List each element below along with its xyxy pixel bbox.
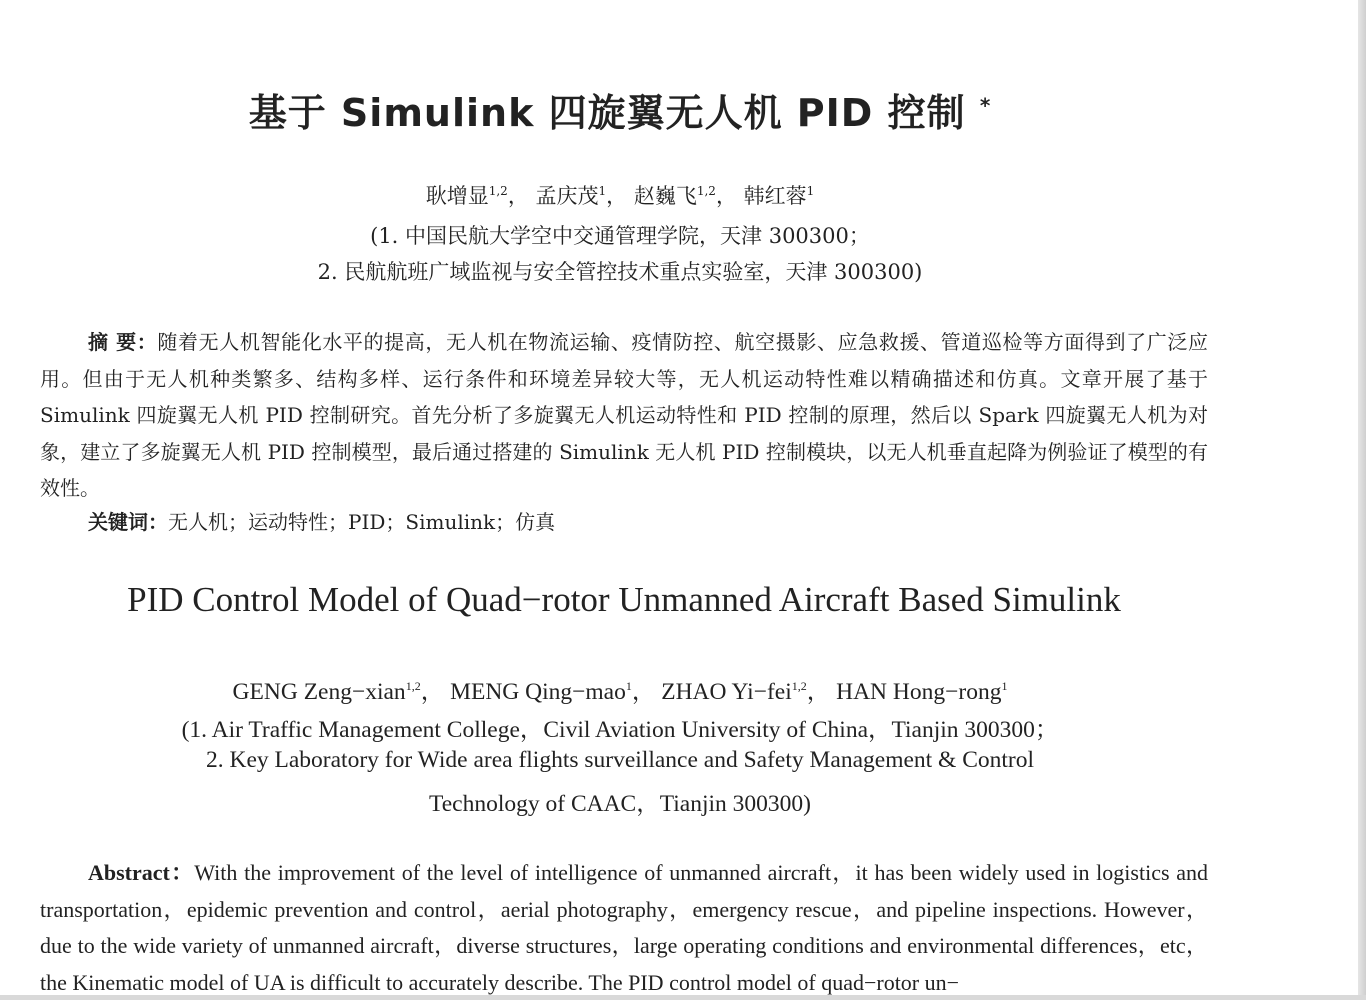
chinese-abstract-text: 随着无人机智能化水平的提高，无人机在物流运输、疫情防控、航空摄影、应急救援、管道巡检等方面得到了广泛应用。但由于无人机种类繁多、结构多样、运行条件和环境差异较大等，无人机运动特性难以精确描述和仿真。文章开展了基于 Simulink 四旋翼无人机 PID 控制研究。首先分析了多旋翼无人机运动特性和 PID 控制的原理，然后以 Spark 四旋翼无人机为对象，建立了多旋翼无人机 PID 控制模型，最后通过搭建的 Simulink 无人机 PID 控制模块，以无人机垂直起降为例验证了模型的有效性。 <box>40 330 1209 501</box>
chinese-keywords-text: 无人机；运动特性；PID；Simulink；仿真 <box>168 510 556 534</box>
author-affil-sup: 1 <box>806 184 815 198</box>
english-abstract <box>40 855 1208 995</box>
author-affil-sup: 1 <box>598 184 607 198</box>
chinese-keywords <box>88 506 555 535</box>
english-authors <box>0 672 1240 706</box>
chinese-authors <box>0 180 1240 210</box>
author-sep: ， <box>420 679 445 705</box>
author-sep: ， <box>715 184 737 208</box>
author-affil-sup: 1 <box>1001 679 1008 694</box>
author-affil-sup: 1,2 <box>696 184 716 198</box>
english-title: PID Control Model of Quad−rotor Unmanned Aircraft Based Simulink <box>127 580 1121 619</box>
english-affiliation-3: Technology of CAAC，Tianjin 300300) <box>429 791 811 817</box>
author-affil-sup: 1,2 <box>488 184 508 198</box>
viewer-scroll-edge <box>1358 0 1366 1000</box>
author-sep: ， <box>806 679 831 705</box>
page-bottom-edge <box>0 995 1366 1000</box>
author-name: GENG Zeng−xian <box>232 679 406 705</box>
chinese-affiliation-2: 2. 民航航班广域监视与安全管控技术重点实验室，天津 300300) <box>317 260 923 284</box>
title-footnote-mark: * <box>979 93 992 118</box>
chinese-abstract-label: 摘 要： <box>88 330 158 354</box>
author-affil-sup: 1,2 <box>791 679 807 694</box>
chinese-title <box>0 82 1240 137</box>
author-sep: ， <box>507 184 529 208</box>
author-affil-sup: 1 <box>625 679 632 694</box>
chinese-abstract <box>40 324 1208 507</box>
english-affiliation-1: (1. Air Traffic Management College，Civil Aviation University of China，Tianjin 300300； <box>181 717 1059 743</box>
author-name: 孟庆茂 <box>535 184 599 208</box>
author-affil-sup: 1,2 <box>405 679 421 694</box>
author-sep: ， <box>631 679 656 705</box>
author-name: 韩红蓉 <box>743 184 807 208</box>
author-name: ZHAO Yi−fei <box>661 679 792 705</box>
chinese-keywords-label: 关键词： <box>88 510 168 534</box>
author-name: 赵巍飞 <box>633 184 697 208</box>
english-abstract-label: Abstract： <box>88 860 195 885</box>
author-name: HAN Hong−rong <box>836 679 1002 705</box>
chinese-affiliation-1: (1. 中国民航大学空中交通管理学院，天津 300300； <box>370 224 870 248</box>
author-name: MENG Qing−mao <box>450 679 626 705</box>
chinese-title-text: 基于 Simulink 四旋翼无人机 PID 控制 <box>248 91 966 135</box>
english-affiliation-2: 2. Key Laboratory for Wide area flights surveillance and Safety Management & Control <box>205 747 1035 773</box>
author-name: 耿增显 <box>425 184 489 208</box>
author-sep: ， <box>606 184 628 208</box>
english-abstract-text: With the improvement of the level of intelligence of unmanned aircraft，it has been widely used in logistics and transportation，epidemic prevention and control，aerial photography，emergency rescue，and pipeline inspections. However，due to the wide variety of unmanned aircraft，diverse structures，large operating conditions and environmental differences，etc，the Kinematic model of UA is difficult to accurately describe. The PID control model of quad−rotor un− <box>40 860 1208 995</box>
